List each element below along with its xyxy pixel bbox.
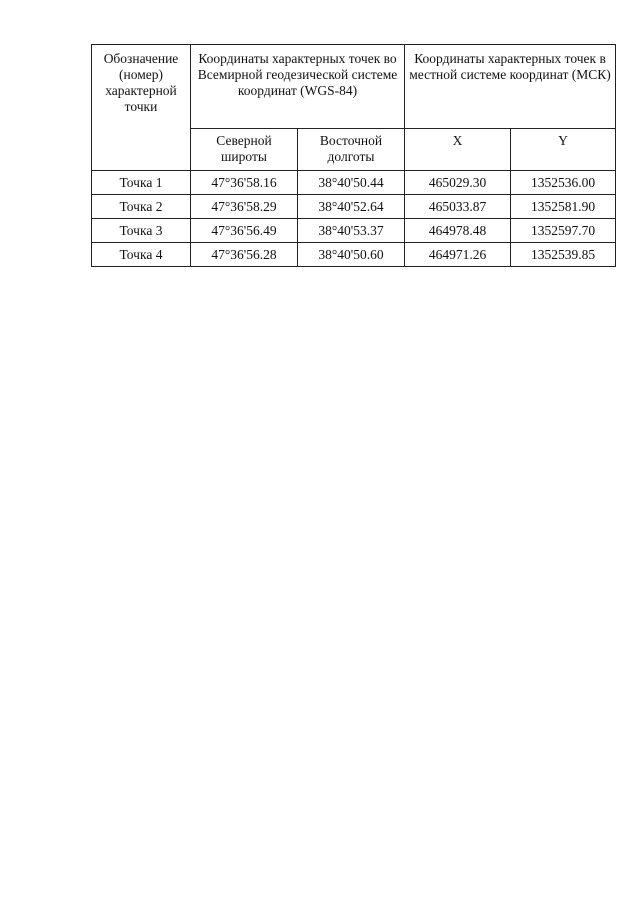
table-row (92, 195, 616, 219)
point-cell: Точка 3 (92, 219, 191, 243)
header-point-label: Обозначение (номер) характерной точки (92, 45, 191, 171)
y-cell: 1352539.85 (511, 243, 616, 267)
latitude-cell: 47°36'56.28 (191, 243, 298, 267)
latitude-cell: 47°36'56.49 (191, 219, 298, 243)
y-cell: 1352536.00 (511, 171, 616, 195)
x-cell: 464978.48 (405, 219, 511, 243)
point-cell: Точка 4 (92, 243, 191, 267)
y-cell: 1352581.90 (511, 195, 616, 219)
latitude-cell: 47°36'58.16 (191, 171, 298, 195)
table-row (92, 171, 616, 195)
table-header-row (92, 45, 616, 129)
coordinates-table (91, 44, 616, 267)
point-cell: Точка 1 (92, 171, 191, 195)
header-msk-group: Координаты характерных точек в местной системе координат (МСК) (405, 45, 616, 129)
table-row (92, 219, 616, 243)
y-cell: 1352597.70 (511, 219, 616, 243)
header-y: Y (511, 129, 616, 171)
header-x: X (405, 129, 511, 171)
x-cell: 464971.26 (405, 243, 511, 267)
longitude-cell: 38°40'52.64 (298, 195, 405, 219)
latitude-cell: 47°36'58.29 (191, 195, 298, 219)
header-wgs-group: Координаты характерных точек во Всемирной геодезической системе координат (WGS-84) (191, 45, 405, 129)
longitude-cell: 38°40'50.44 (298, 171, 405, 195)
longitude-cell: 38°40'50.60 (298, 243, 405, 267)
x-cell: 465033.87 (405, 195, 511, 219)
longitude-cell: 38°40'53.37 (298, 219, 405, 243)
header-longitude: Восточной долготы (298, 129, 405, 171)
header-latitude: Северной широты (191, 129, 298, 171)
point-cell: Точка 2 (92, 195, 191, 219)
x-cell: 465029.30 (405, 171, 511, 195)
table-row (92, 243, 616, 267)
